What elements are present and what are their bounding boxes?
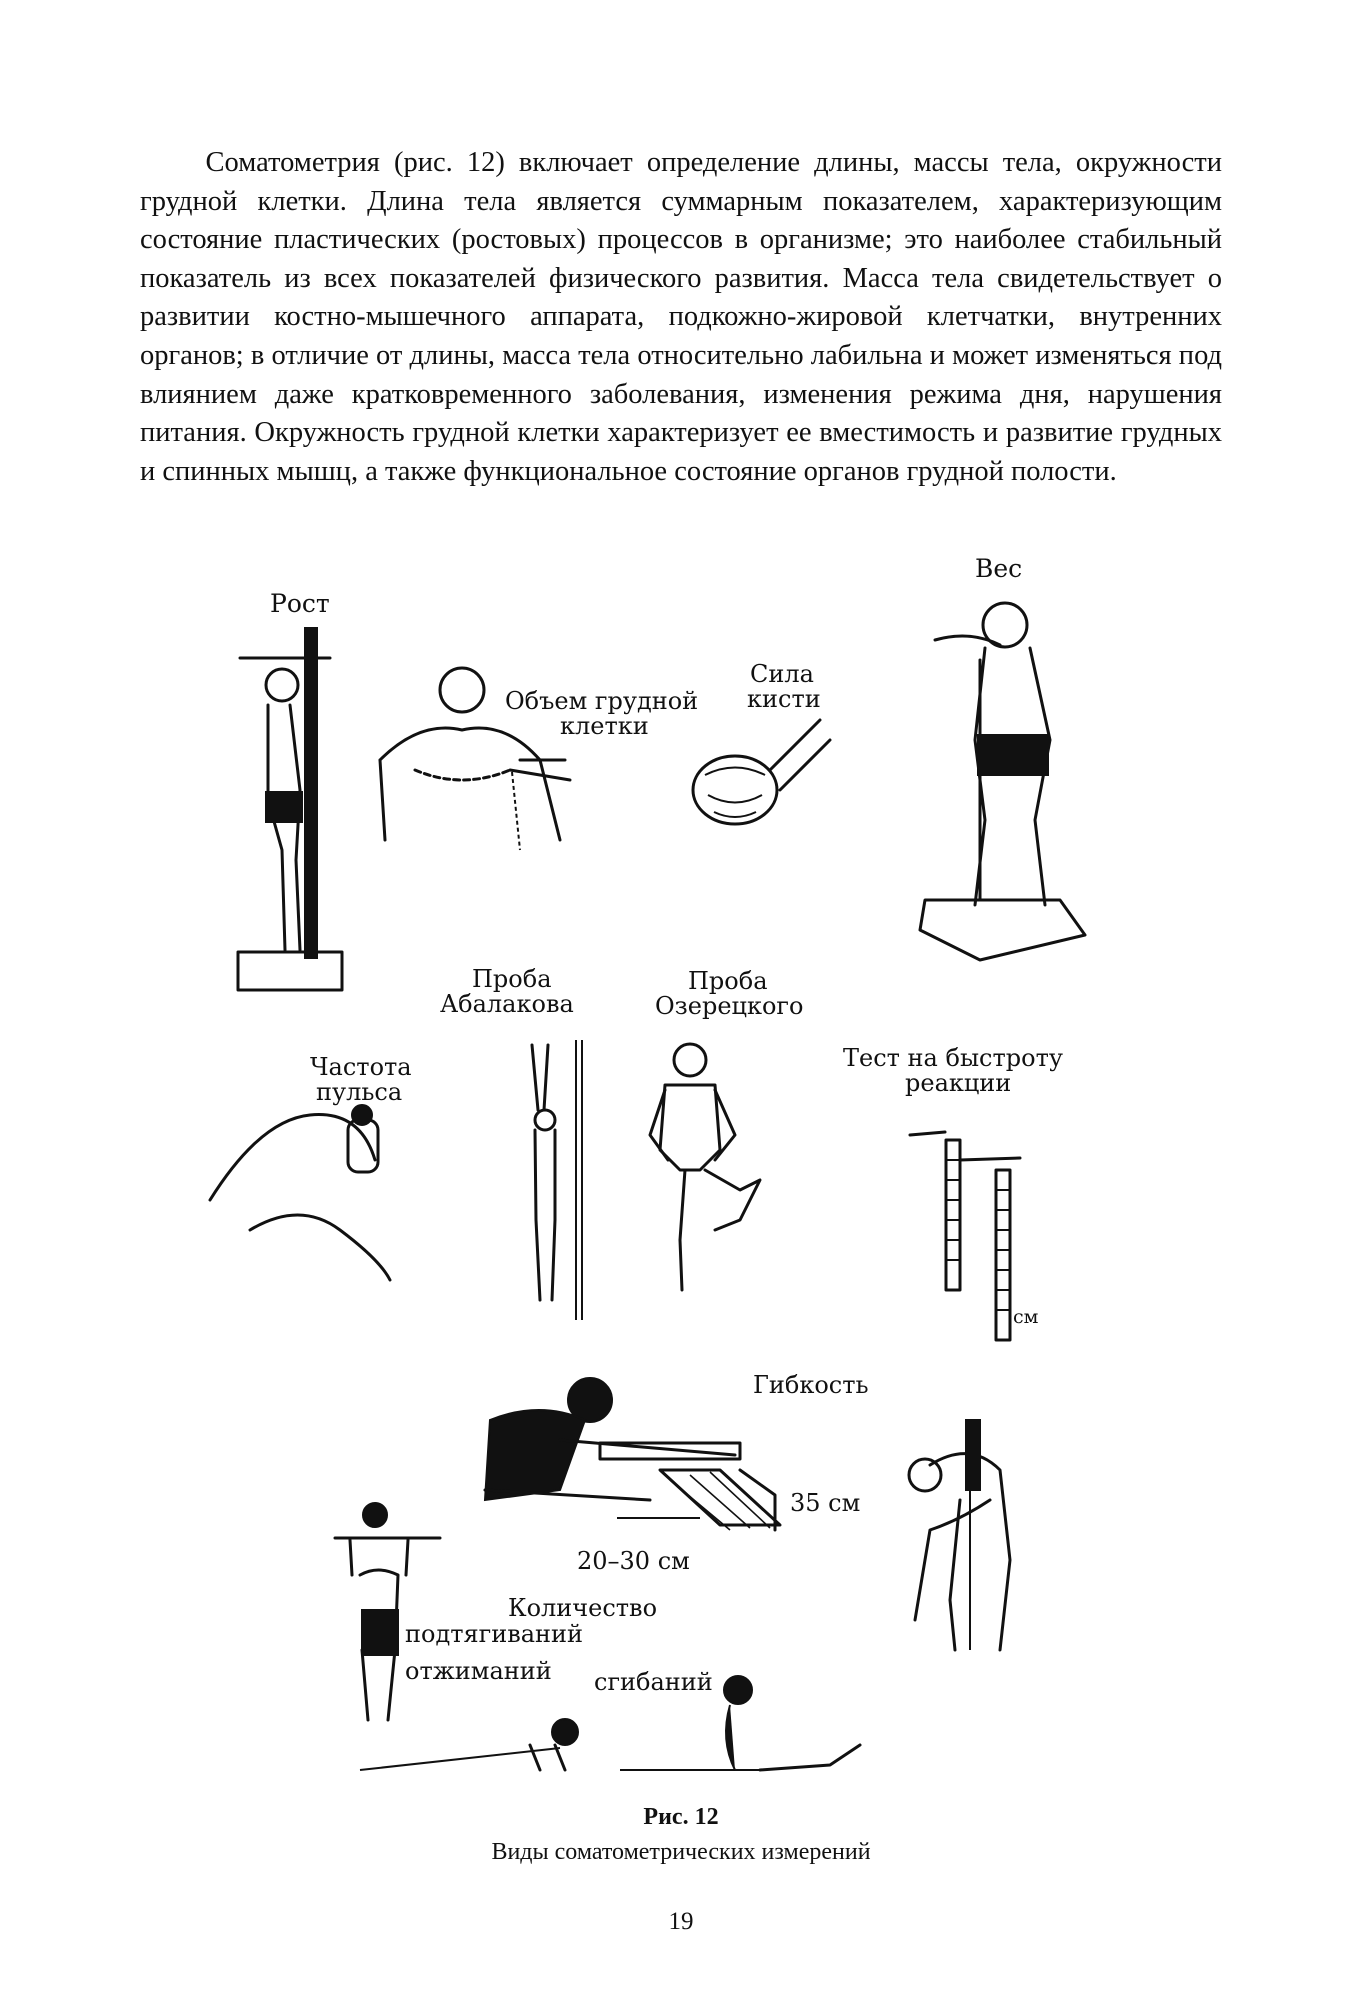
ozeretsky-test-drawing: [650, 1044, 760, 1290]
label-height: Рост: [270, 589, 330, 618]
label-ozeretsky-line1: Проба: [688, 967, 768, 995]
label-abalakov-line1: Проба: [472, 965, 552, 993]
pullups-drawing: [335, 1503, 440, 1720]
label-pulse-line1: Частота: [310, 1053, 412, 1081]
label-reaction-line1: Тест на быстроту: [843, 1044, 1063, 1072]
page-number: 19: [668, 1908, 694, 1935]
reaction-ruler-drawing: [910, 1132, 1039, 1340]
label-pullups: подтягиваний: [405, 1620, 584, 1648]
label-chest-line1: Объем грудной: [505, 687, 699, 715]
label-situps: сгибаний: [594, 1668, 713, 1696]
cm-small-label: см: [1013, 1306, 1039, 1328]
label-grip-line2: кисти: [747, 685, 821, 713]
height-stadiometer-drawing: [238, 628, 342, 990]
standing-forward-bend-drawing: [909, 1420, 1010, 1650]
flexibility-sit-reach-drawing: [485, 1378, 780, 1530]
grip-dynamometer-drawing: [693, 720, 830, 824]
label-ozeretsky-line2: Озерецкого: [655, 992, 804, 1020]
pulse-counting-drawing: [210, 1105, 390, 1280]
label-reaction-line2: реакции: [905, 1069, 1012, 1097]
label-pushups: отжиманий: [405, 1657, 552, 1685]
figure-number: Рис. 12: [643, 1804, 719, 1830]
paragraph-text: Соматометрия (рис. 12) включает определение длины, массы тела, окружности грудной клетки. Длина тела является суммарным показателем, характеризующим состояние пластических (ростовых) процессов в организме; это наиболее стабильный показатель из всех показателей физического развития. Масса тела свидетельствует о развитии костно-мышечного аппарата, подкожно-жировой клетчатки, внутренних органов; в отличие от длины, масса тела относительно лабильна и может изменяться под влиянием даже кратковременного заболевания, изменения режима дня, нарушения питания. Окружность грудной клетки характеризует ее вместимость и развитие грудных и спинных мышц, а также функциональное состояние органов грудной полости.: [140, 147, 1222, 487]
label-count-title: Количество: [508, 1594, 658, 1622]
label-flexibility: Гибкость: [753, 1371, 869, 1399]
figure-caption: Виды соматометрических измерений: [491, 1839, 871, 1865]
abalakov-test-drawing: [532, 1040, 582, 1320]
label-dim-35: 35 см: [790, 1489, 861, 1517]
pushups-drawing: [360, 1719, 578, 1770]
weight-scale-drawing: [920, 603, 1085, 960]
label-weight: Вес: [975, 554, 1023, 583]
label-grip-line1: Сила: [750, 660, 814, 688]
label-pulse-line2: пульса: [316, 1078, 403, 1106]
label-chest-line2: клетки: [560, 712, 649, 740]
label-abalakov-line2: Абалакова: [440, 990, 574, 1018]
label-dim-20-30: 20–30 см: [577, 1547, 690, 1575]
